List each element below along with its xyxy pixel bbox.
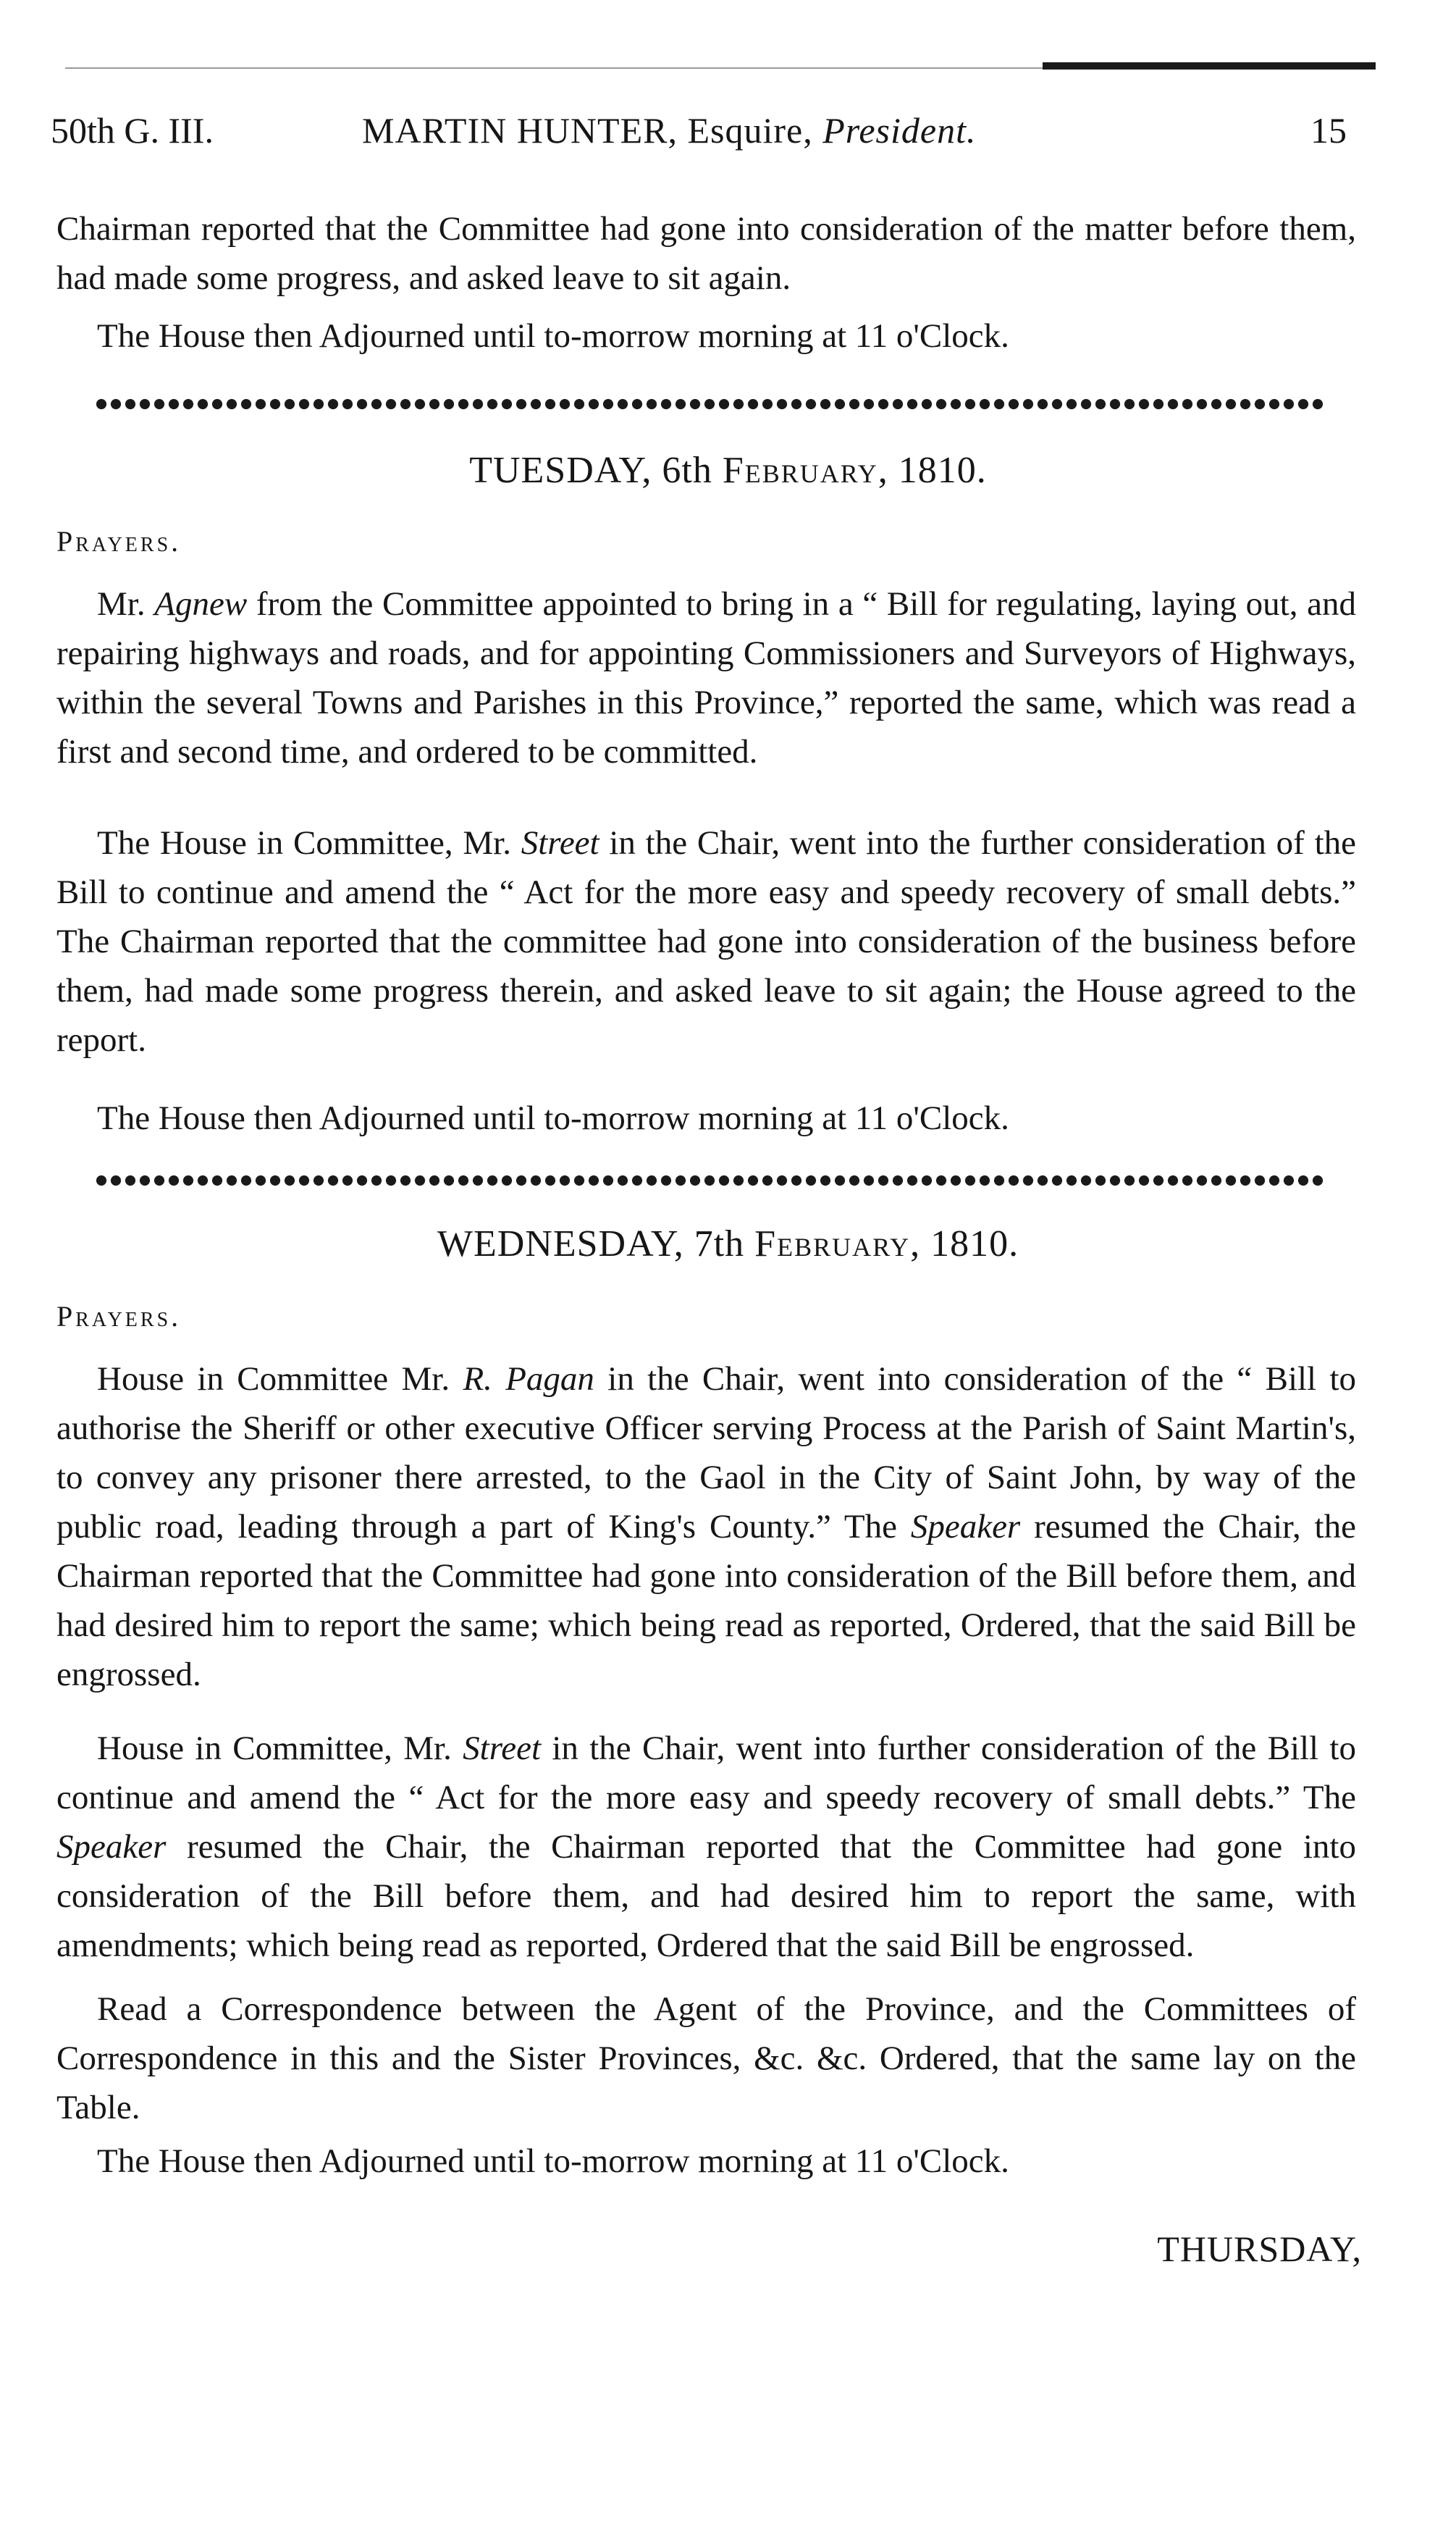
paragraph-street-committee-1: [56, 818, 1356, 1065]
agnew-name: Agnew: [154, 585, 248, 623]
heading-tuesday-month: February: [722, 450, 878, 491]
ornamental-divider: [94, 397, 1325, 411]
paragraph-agnew: [56, 579, 1356, 776]
pagan-name: R. Pagan: [463, 1360, 594, 1398]
paragraph-adjourn-2: The House then Adjourned until to-morrow morning at 11 o'Clock.: [97, 1099, 1009, 1137]
street1-pre: The House in Committee, Mr.: [97, 824, 521, 862]
street1-post: in the Chair, went into the further consideration of the Bill to continue and amend the “ Act for the more easy and speedy recovery of small debts.” The Chairman reported that the committee had gone into consideration of the business before them, had made some progress therein, and asked leave to sit again; the House agreed to the report.: [56, 824, 1356, 1059]
top-thin-rule: [65, 67, 1043, 69]
date-heading-wednesday: [0, 1219, 1456, 1270]
header-regnal-year: 50th G. III.: [51, 110, 214, 151]
header-title: President.: [822, 110, 977, 151]
paragraph-adjourn-1: The House then Adjourned until to-morrow morning at 11 o'Clock.: [97, 317, 1009, 355]
top-thick-rule: [1043, 62, 1376, 70]
heading-tuesday-day: TUESDAY, 6th: [469, 450, 723, 491]
paragraph-pagan: [56, 1354, 1356, 1699]
prayers-label: Prayers.: [56, 1300, 182, 1333]
pagan-mid: in the Chair, went into consideration of the “ Bill to authorise the Sheriff or other executive Officer serving Process at the Parish of Saint Martin's, to convey any prisoner there arrested, to the Gaol in the City of Saint John, by way of the public road, leading through a part of King's County.” The: [56, 1360, 1356, 1546]
heading-tuesday-year: , 1810.: [878, 450, 987, 491]
heading-wed-year: , 1810.: [910, 1223, 1019, 1265]
date-heading-tuesday: [0, 445, 1456, 496]
street2-name: Street: [463, 1730, 542, 1767]
pagan-pre: House in Committee Mr.: [97, 1360, 463, 1398]
header-esquire: Esquire,: [677, 110, 823, 151]
street2-speaker: Speaker: [56, 1828, 167, 1866]
header-president-name: MARTIN HUNTER,: [362, 110, 678, 151]
agnew-post: from the Committee appointed to bring in a “ Bill for regulating, laying out, and repairing highways and roads, and for appointing Commissioners and Surveyors of Highways, within the several Towns and Parishes in this Province,” reported the same, which was read a first and second time, and ordered to be committed.: [56, 585, 1356, 771]
heading-wed-day: WEDNESDAY, 7th: [437, 1223, 755, 1265]
header-president: [362, 101, 977, 159]
agnew-pre: Mr.: [97, 585, 155, 623]
paragraph-continued: Chairman reported that the Committee had gone into consideration of the matter before them, had made some progress, and asked leave to sit again.: [56, 210, 1356, 297]
paragraph-correspondence: Read a Correspondence between the Agent of the Province, and the Committees of Correspondence in this and the Sister Provinces, &c. &c. Ordered, that the same lay on the Table.: [56, 1990, 1356, 2126]
page-number: 15: [1310, 110, 1347, 151]
prayers-label: Prayers.: [56, 525, 182, 558]
street1-name: Street: [521, 824, 599, 862]
street2-pre: House in Committee, Mr.: [97, 1730, 463, 1767]
ornamental-divider: [94, 1173, 1325, 1188]
paragraph-adjourn-3: The House then Adjourned until to-morrow morning at 11 o'Clock.: [97, 2142, 1009, 2180]
paragraph-street-committee-2: [56, 1724, 1356, 1970]
catchword: THURSDAY,: [1157, 2229, 1362, 2269]
heading-wed-month: February: [754, 1223, 911, 1265]
running-header: [51, 101, 1361, 159]
street2-mid: in the Chair, went into further consideration of the Bill to continue and amend the “ Act for the more easy and speedy recovery of small debts.” The: [56, 1730, 1356, 1816]
street2-post: resumed the Chair, the Chairman reported that the Committee had gone into consideration of the Bill before them, and had desired him to report the same, with amendments; which being read as reported, Ordered that the said Bill be engrossed.: [56, 1828, 1356, 1964]
pagan-speaker: Speaker: [910, 1508, 1021, 1546]
pagan-post: resumed the Chair, the Chairman reported that the Committee had gone into consideration of the Bill before them, and had desired him to report the same; which being read as reported, Ordered, that the said Bill be engrossed.: [56, 1508, 1356, 1693]
